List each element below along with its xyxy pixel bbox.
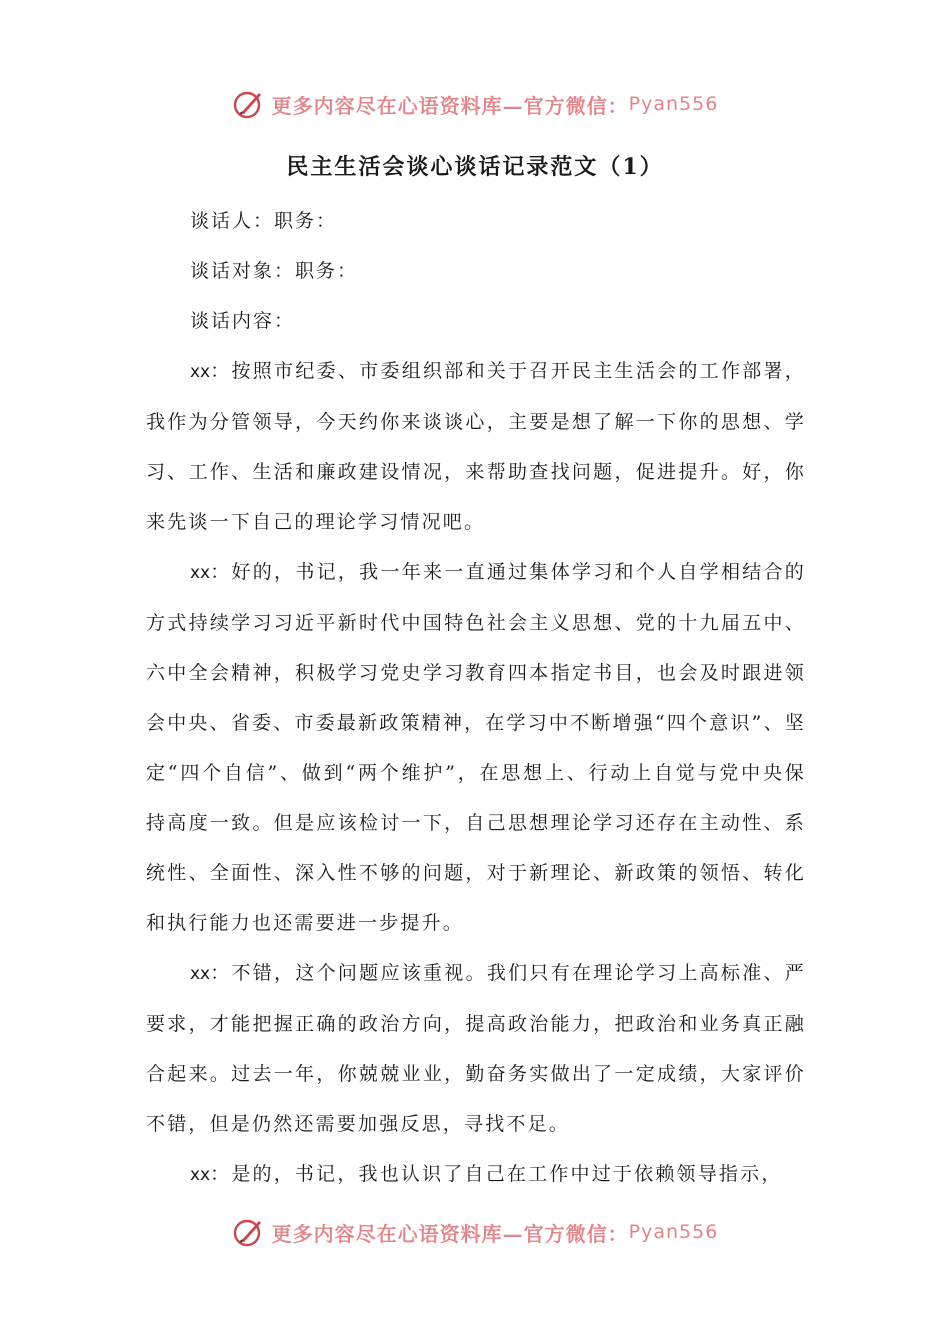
speaker-label: xx — [190, 362, 211, 382]
paragraph-text: ：是的，书记，我也认识了自己在工作中过于依赖领导指示， — [210, 1163, 783, 1185]
watermark-wechat-id: Pyan556 — [628, 93, 719, 115]
header-watermark — [0, 84, 950, 124]
document-body — [146, 196, 806, 1200]
paragraph-text: ：不错，这个问题应该重视。我们只有在理论学习上高标准、严要求，才能把握正确的政治方向，提高政治能力，把政治和业务真正融合起来。过去一年，你兢兢业业，勤奋务实做出了一定成绩，大家评价不错，但是仍然还需要加强反思，寻找不足。 — [146, 962, 806, 1135]
footer-watermark — [0, 1212, 950, 1252]
document-title: 民主生活会谈心谈话记录范文（1） — [286, 154, 664, 180]
speaker-label: xx — [190, 1165, 211, 1185]
paragraph-text: ：按照市纪委、市委组织部和关于召开民主生活会的工作部署，我作为分管领导，今天约你来谈谈心，主要是想了解一下你的思想、学习、工作、生活和廉政建设情况，来帮助查找问题，促进提升。好，你来先谈一下自己的理论学习情况吧。 — [146, 360, 806, 533]
paragraph-text: ：好的，书记，我一年来一直通过集体学习和个人自学相结合的方式持续学习习近平新时代中国特色社会主义思想、党的十九届五中、六中全会精神，积极学习党史学习教育四本指定书目，也会及时跟进领会中央、省委、市委最新政策精神，在学习中不断增强“四个意识”、坚定“四个自信”、做到“两个维护”，在思想上、行动上自觉与党中央保持高度一致。但是应该检讨一下，自己思想理论学习还存在主动性、系统性、全面性、深入性不够的问题，对于新理论、新政策的领悟、转化和执行能力也还需要进一步提升。 — [146, 561, 806, 934]
dialogue-paragraph — [146, 948, 806, 1149]
quill-circle-logo-icon — [232, 1215, 266, 1249]
dialogue-paragraph — [146, 547, 806, 948]
meta-content-label: 谈话内容： — [190, 310, 296, 332]
meta-interviewer: 谈话人：职务： — [190, 210, 338, 232]
watermark-text: 更多内容尽在心语资料库—官方微信： — [271, 1221, 629, 1246]
watermark-text: 更多内容尽在心语资料库—官方微信： — [271, 93, 629, 118]
dialogue-paragraph — [146, 1149, 806, 1200]
dialogue-paragraph — [146, 346, 806, 547]
speaker-label: xx — [190, 964, 211, 984]
meta-interviewee: 谈话对象：职务： — [190, 260, 359, 282]
quill-circle-logo-icon — [232, 87, 266, 121]
speaker-label: xx — [190, 563, 211, 583]
watermark-wechat-id: Pyan556 — [628, 1221, 719, 1243]
